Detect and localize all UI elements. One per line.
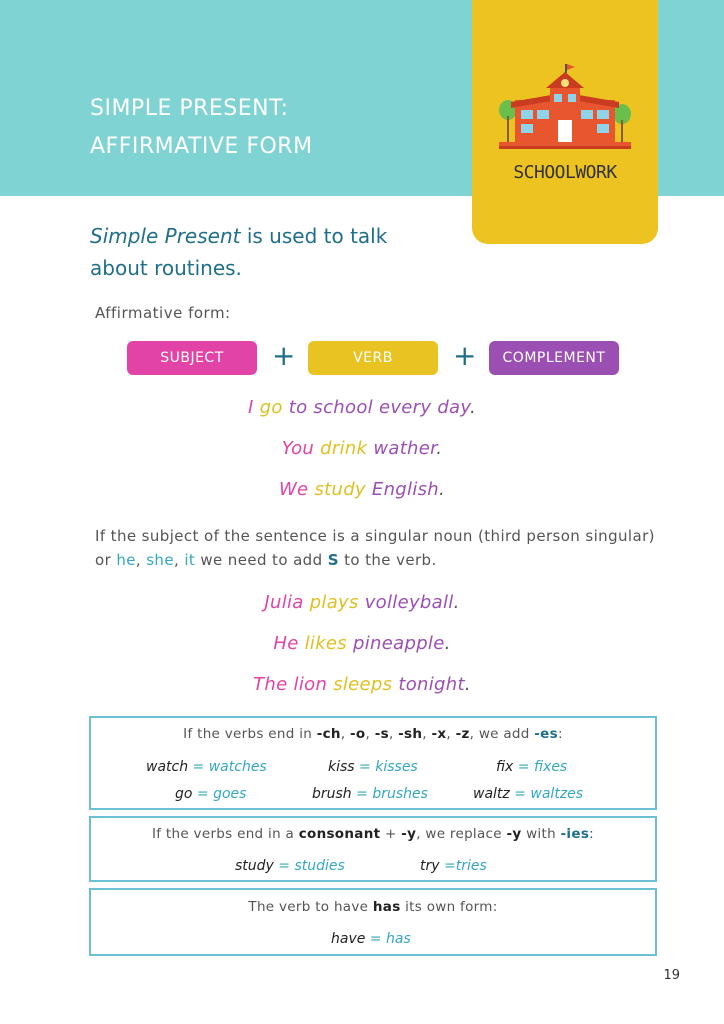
equals-sign: = <box>192 786 214 802</box>
intro-rest: is used to talk <box>240 224 388 248</box>
example-verb: go <box>259 397 283 418</box>
verb-pair <box>146 759 267 775</box>
verb-pair <box>312 786 428 802</box>
verb-pill: VERB <box>308 341 438 375</box>
example-subject: The lion <box>253 674 328 695</box>
affirmative-form-label: Affirmative form: <box>95 304 231 322</box>
example-sentence <box>0 479 724 500</box>
example-complement: tonight <box>398 674 465 695</box>
example-subject: He <box>273 633 299 654</box>
verb-pair <box>331 931 411 947</box>
verb-pair <box>235 858 345 874</box>
equals-sign: = <box>351 786 373 802</box>
example-period: . <box>464 674 471 695</box>
pronoun-she: she <box>146 551 174 569</box>
verb-form: goes <box>213 786 247 802</box>
have-rule-heading <box>91 899 655 915</box>
verb-form: tries <box>455 858 487 874</box>
heading-text: If the verbs end in <box>183 726 317 742</box>
letter-s: S <box>327 551 339 569</box>
equals-sign: = <box>354 759 376 775</box>
example-period: . <box>439 479 446 500</box>
verb-base: fix <box>496 759 514 775</box>
plus-sign: + <box>272 339 296 372</box>
rule-text: we need to add <box>195 551 328 569</box>
es-rule-heading <box>91 726 655 742</box>
verb-base: watch <box>146 759 189 775</box>
heading-comma: , <box>340 726 351 742</box>
heading-text: + <box>380 826 402 842</box>
verb-form: kisses <box>375 759 418 775</box>
verb-form: fixes <box>533 759 568 775</box>
example-sentence <box>0 592 724 613</box>
ending-y: -y <box>506 826 522 842</box>
example-sentence <box>0 633 724 654</box>
rule-text: to the verb. <box>338 551 437 569</box>
heading-comma: , <box>388 726 399 742</box>
badge-label: SCHOOLWORK <box>513 162 617 183</box>
equals-sign: = <box>509 786 531 802</box>
intro-text <box>90 220 460 284</box>
heading-colon: : <box>589 826 595 842</box>
heading-text: its own form: <box>400 899 498 915</box>
pronoun-he: he <box>116 551 136 569</box>
ending-s: -s <box>374 726 389 742</box>
verb-base: try <box>420 858 440 874</box>
example-verb: drink <box>320 438 368 459</box>
ending-es: -es <box>534 726 558 742</box>
verb-form: has <box>386 931 411 947</box>
example-sentence <box>0 397 724 418</box>
page-number: 19 <box>663 968 680 983</box>
example-complement: to school every day <box>288 397 470 418</box>
heading-colon: : <box>557 726 563 742</box>
page-title-line2: AFFIRMATIVE FORM <box>90 134 313 159</box>
verb-base: brush <box>312 786 352 802</box>
ending-ies: -ies <box>560 826 590 842</box>
verb-form: watches <box>208 759 267 775</box>
example-verb: likes <box>304 633 347 654</box>
verb-base: go <box>175 786 193 802</box>
verb-base: study <box>235 858 274 874</box>
verb-form: waltzes <box>530 786 584 802</box>
example-subject: You <box>281 438 315 459</box>
example-subject: I <box>248 397 254 418</box>
rule-text: If the subject of the sentence is a singular noun (third person singular) or <box>95 527 655 569</box>
heading-text: If the verbs end in a <box>151 826 299 842</box>
example-subject: We <box>278 479 309 500</box>
example-period: . <box>436 438 443 459</box>
verb-base: kiss <box>328 759 355 775</box>
ending-o: -o <box>350 726 366 742</box>
verb-form: studies <box>294 858 345 874</box>
ies-rule-box <box>89 816 657 882</box>
ending-x: -x <box>431 726 447 742</box>
verb-form: brushes <box>372 786 428 802</box>
example-sentence <box>0 438 724 459</box>
plus-sign: + <box>453 339 477 372</box>
es-rule-box <box>89 716 657 810</box>
example-complement: English <box>371 479 440 500</box>
heading-text: with <box>521 826 561 842</box>
pronoun-it: it <box>184 551 196 569</box>
heading-comma: , <box>365 726 375 742</box>
example-verb: sleeps <box>333 674 393 695</box>
heading-comma: , <box>446 726 456 742</box>
example-sentence <box>0 674 724 695</box>
equals-sign: = <box>273 858 295 874</box>
heading-comma: , <box>422 726 432 742</box>
rule-separator: , <box>173 551 185 569</box>
example-complement: wather <box>373 438 437 459</box>
example-complement: pineapple <box>353 633 445 654</box>
example-subject: Julia <box>264 592 304 613</box>
heading-text: The verb to have <box>248 899 373 915</box>
verb-base: waltz <box>473 786 510 802</box>
example-verb: plays <box>309 592 359 613</box>
example-period: . <box>444 633 451 654</box>
verb-pair <box>496 759 567 775</box>
example-verb: study <box>314 479 366 500</box>
example-complement: volleyball <box>364 592 454 613</box>
rule-separator: , <box>135 551 147 569</box>
verb-pair <box>473 786 583 802</box>
heading-text: , we replace <box>416 826 507 842</box>
example-period: . <box>469 397 476 418</box>
verb-pair <box>328 759 418 775</box>
equals-sign: = <box>365 931 386 947</box>
page-title-line1: SIMPLE PRESENT: <box>90 96 289 121</box>
ies-rule-heading <box>91 826 655 842</box>
example-period: . <box>453 592 460 613</box>
equals-sign: = <box>188 759 209 775</box>
verb-pair <box>420 858 487 874</box>
has-word: has <box>372 899 401 915</box>
have-rule-box <box>89 888 657 956</box>
ending-ch: -ch <box>316 726 341 742</box>
verb-base: have <box>331 931 366 947</box>
school-building-icon <box>495 64 635 154</box>
schoolwork-badge <box>472 0 658 244</box>
intro-term: Simple Present <box>90 224 241 248</box>
complement-pill: COMPLEMENT <box>489 341 619 375</box>
consonant-word: consonant <box>298 826 381 842</box>
third-person-rule <box>95 524 655 572</box>
heading-text: , we add <box>469 726 535 742</box>
equals-sign: = <box>439 858 456 874</box>
intro-line2: about routines. <box>90 256 242 280</box>
ending-sh: -sh <box>398 726 423 742</box>
ending-z: -z <box>455 726 470 742</box>
subject-pill: SUBJECT <box>127 341 257 375</box>
ending-y: -y <box>401 826 417 842</box>
verb-pair <box>175 786 246 802</box>
equals-sign: = <box>513 759 534 775</box>
